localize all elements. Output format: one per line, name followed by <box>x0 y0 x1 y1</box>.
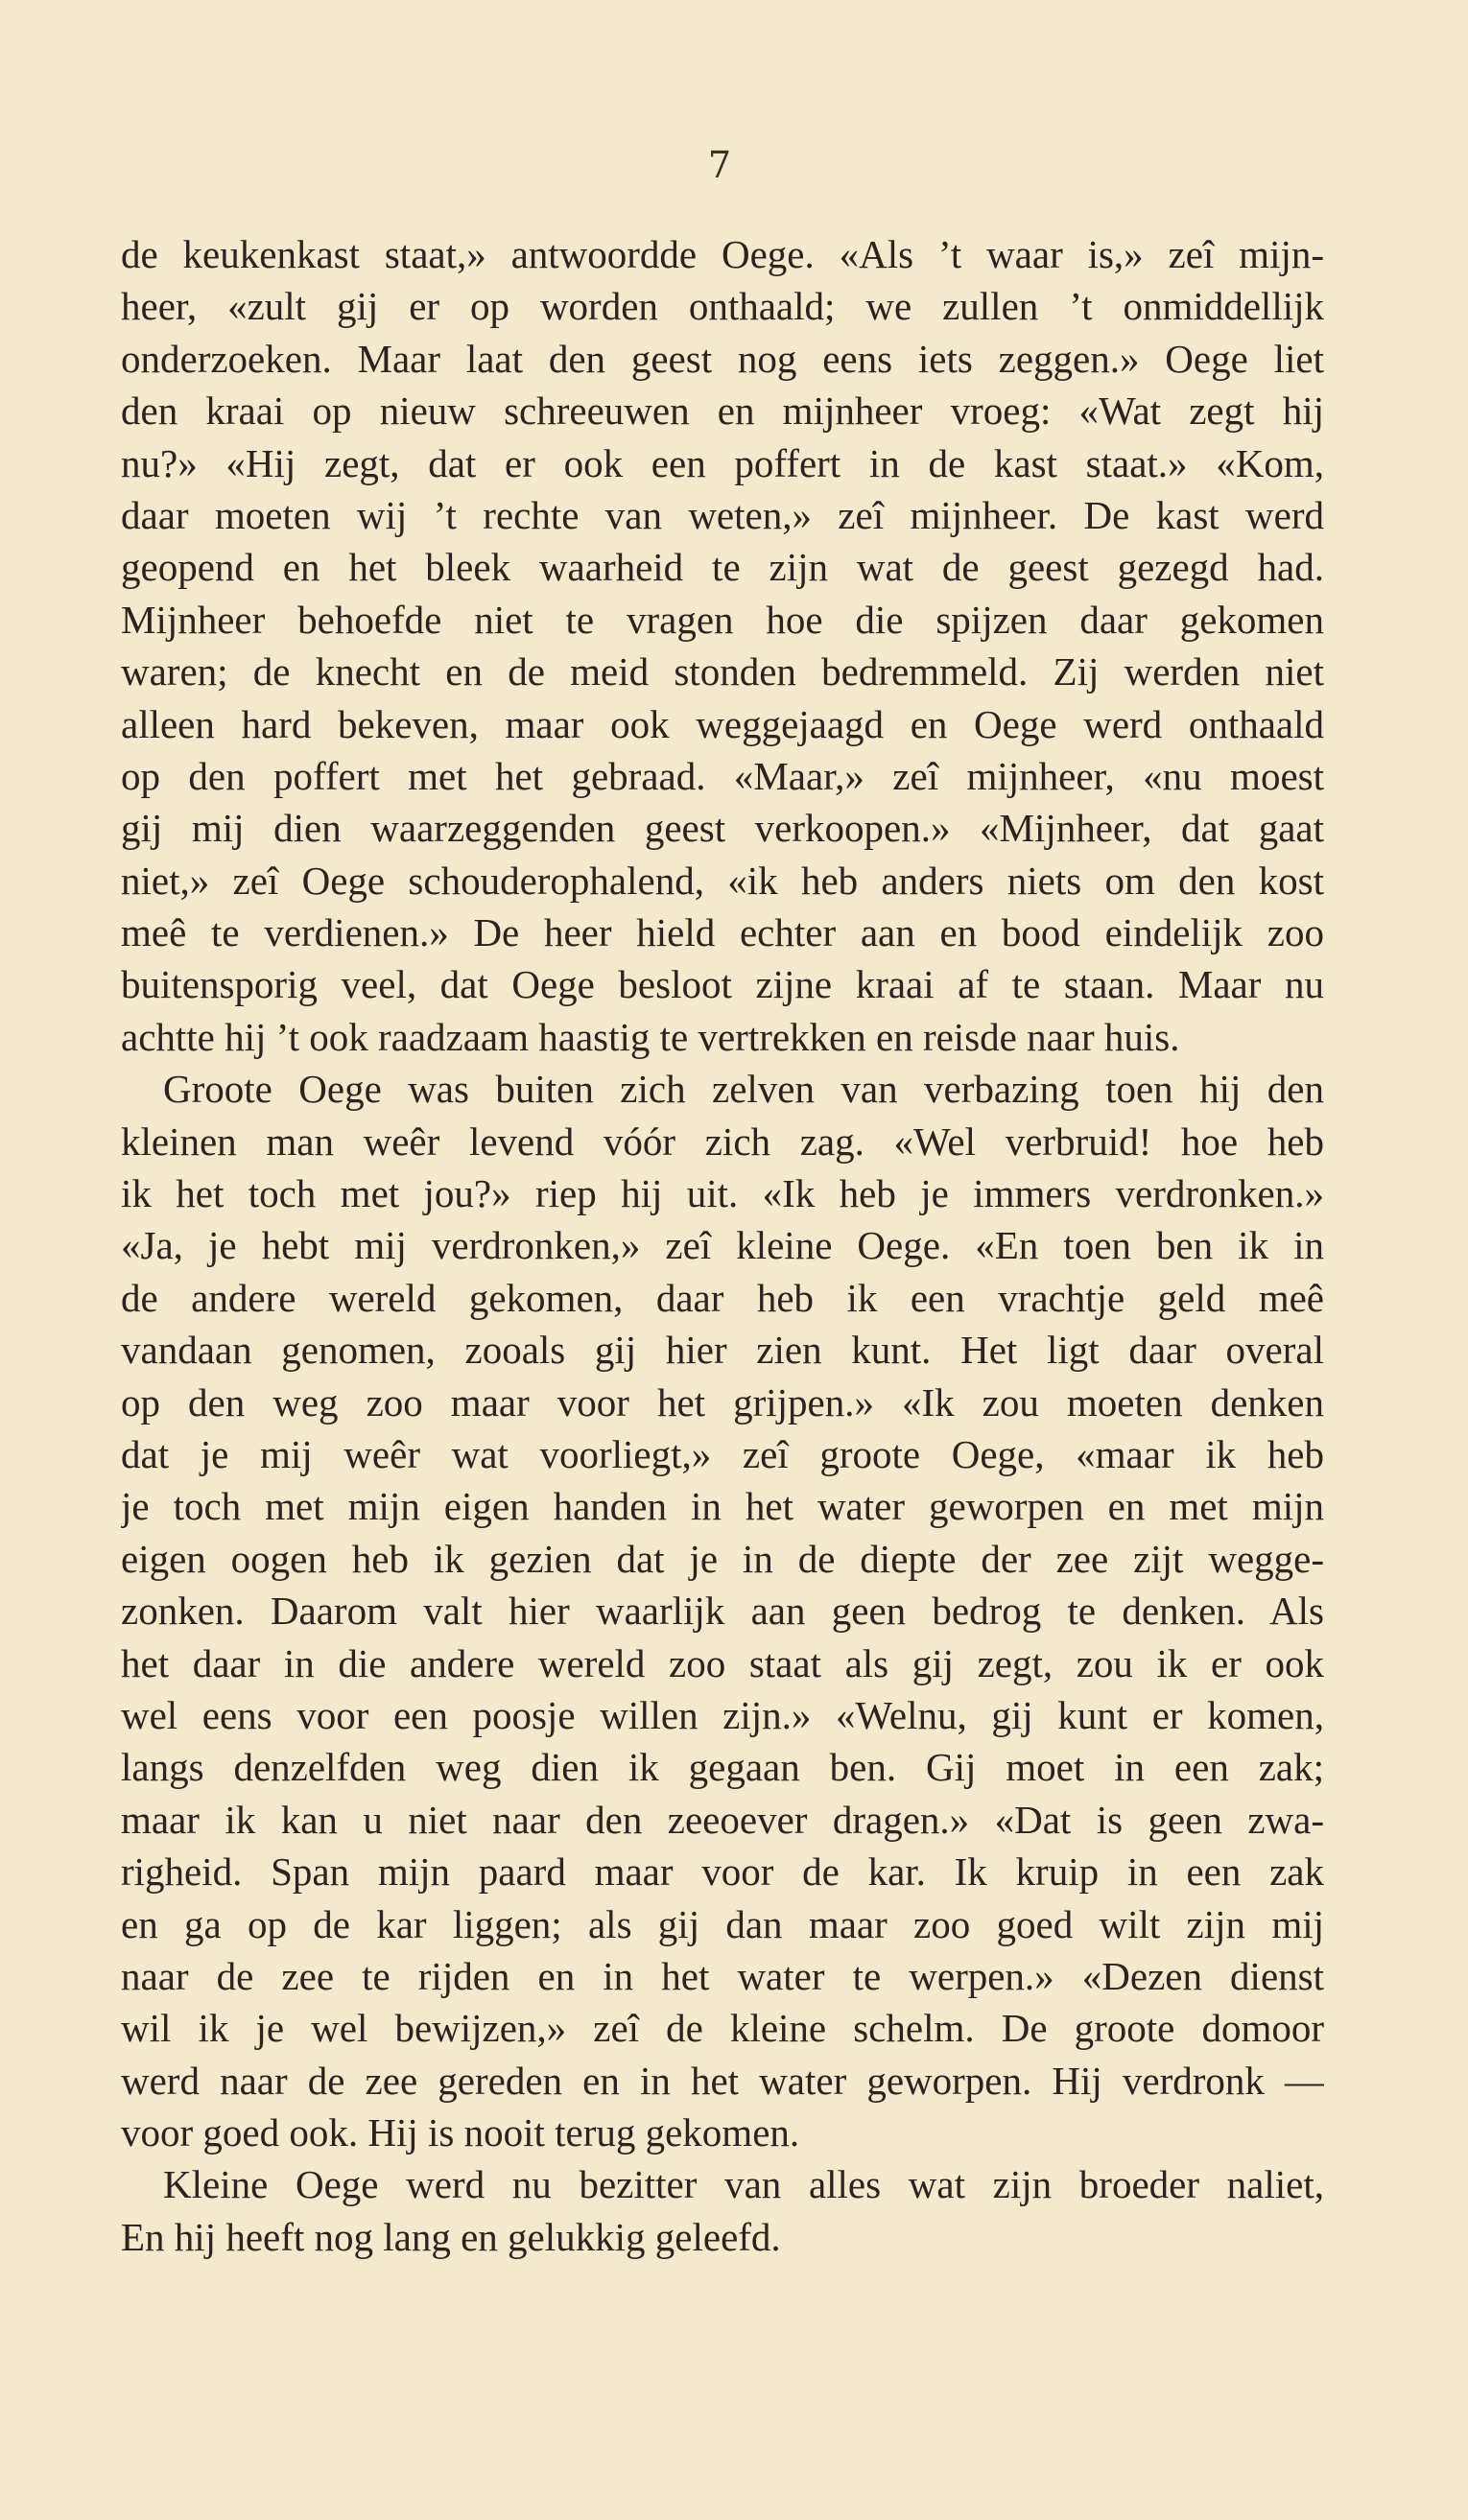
text-line: niet,» zeî Oege schouderophalend, «ik heb anders niets om den kost <box>121 858 1324 903</box>
text-line: waren; de knecht en de meid stonden bedremmeld. Zij werden niet <box>121 649 1324 695</box>
text-line: den kraai op nieuw schreeuwen en mijnheer vroeg: «Wat zegt hij <box>121 389 1324 434</box>
text-line: dat je mij weêr wat voorliegt,» zeî groote Oege, «maar ik heb <box>121 1431 1324 1476</box>
text-line: righeid. Span mijn paard maar voor de kar. Ik kruip in een zak <box>121 1849 1324 1895</box>
text-line: langs denzelfden weg dien ik gegaan ben. Gij moet in een zak; <box>121 1745 1324 1790</box>
text-line: meê te verdienen.» De heer hield echter aan en bood eindelijk zoo <box>121 910 1324 955</box>
text-line: de keukenkast staat,» antwoordde Oege. «Als ’t waar is,» zeî mijn- <box>121 232 1324 276</box>
text-line: nu?» «Hij zegt, dat er ook een poffert in de kast staat.» «Kom, <box>121 440 1324 485</box>
text-line: buitensporig veel, dat Oege besloot zijne kraai af te staan. Maar nu <box>121 962 1324 1007</box>
text-line: wel eens voor een poosje willen zijn.» «Welnu, gij kunt er komen, <box>121 1692 1324 1737</box>
text-line: voor goed ook. Hij is nooit terug gekomen. <box>121 2110 800 2155</box>
text-line: onderzoeken. Maar laat den geest nog eens iets zeggen.» Oege liet <box>121 336 1324 381</box>
text-line: zonken. Daarom valt hier waarlijk aan geen bedrog te denken. Als <box>121 1589 1324 1634</box>
text-line: eigen oogen heb ik gezien dat je in de diepte der zee zijt wegge- <box>121 1536 1324 1581</box>
text-line: de andere wereld gekomen, daar heb ik een vrachtje geld meê <box>121 1275 1324 1320</box>
text-line: heer, «zult gij er op worden onthaald; we zullen ’t onmiddellijk <box>121 284 1324 329</box>
text-line: Groote Oege was buiten zich zelven van verbazing toen hij den <box>163 1067 1324 1112</box>
text-line: je toch met mijn eigen handen in het water geworpen en met mijn <box>121 1484 1324 1529</box>
text-line: «Ja, je hebt mij verdronken,» zeî kleine Oege. «En toen ben ik in <box>121 1223 1324 1268</box>
text-line: Mijnheer behoefde niet te vragen hoe die spijzen daar gekomen <box>121 597 1324 642</box>
text-line: maar ik kan u niet naar den zeeoever dragen.» «Dat is geen zwa- <box>121 1797 1324 1842</box>
text-line: werd naar de zee gereden en in het water geworpen. Hij verdronk — <box>121 2058 1324 2103</box>
text-line: ik het toch met jou?» riep hij uit. «Ik heb je immers verdronken.» <box>121 1171 1324 1216</box>
text-line: en ga op de kar liggen; als gij dan maar zoo goed wilt zijn mij <box>121 1901 1324 1946</box>
text-line: Kleine Oege werd nu bezitter van alles wat zijn broeder naliet, <box>163 2162 1324 2207</box>
text-line: alleen hard bekeven, maar ook weggejaagd en Oege werd onthaald <box>121 701 1324 746</box>
text-line: geopend en het bleek waarheid te zijn wat de geest gezegd had. <box>121 545 1324 590</box>
text-line: vandaan genomen, zooals gij hier zien kunt. Het ligt daar overal <box>121 1328 1324 1373</box>
text-line: wil ik je wel bewijzen,» zeî de kleine schelm. De groote domoor <box>121 2006 1324 2051</box>
text-line: naar de zee te rijden en in het water te werpen.» «Dezen dienst <box>121 1953 1324 1998</box>
text-line: op den poffert met het gebraad. «Maar,» zeî mijnheer, «nu moest <box>121 753 1324 798</box>
text-line: achtte hij ’t ook raadzaam haastig te vertrekken en reisde naar huis. <box>121 1014 1180 1059</box>
text-line: op den weg zoo maar voor het grijpen.» «Ik zou moeten denken <box>121 1379 1324 1425</box>
body-text <box>121 228 1324 2263</box>
text-line: kleinen man weêr levend vóór zich zag. «Wel verbruid! hoe heb <box>121 1119 1324 1164</box>
text-line: En hij heeft nog lang en gelukkig geleefd. <box>121 2214 781 2259</box>
text-line: gij mij dien waarzeggenden geest verkoopen.» «Mijnheer, dat gaat <box>121 806 1324 851</box>
page-number: 7 <box>707 144 732 186</box>
text-line: daar moeten wij ’t rechte van weten,» zeî mijnheer. De kast werd <box>121 492 1324 537</box>
text-line: het daar in die andere wereld zoo staat als gij zegt, zou ik er ook <box>121 1640 1324 1685</box>
